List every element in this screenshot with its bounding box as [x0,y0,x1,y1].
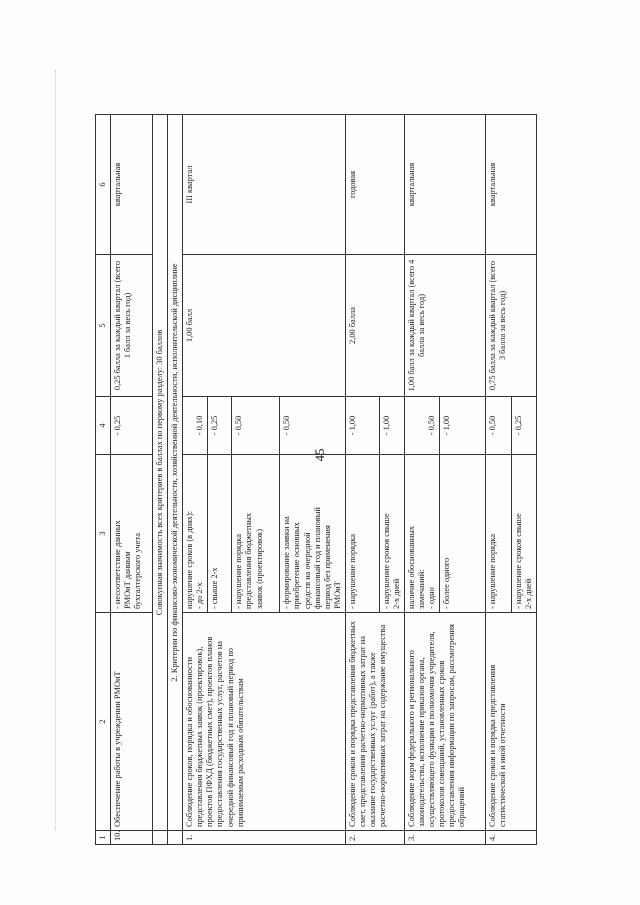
score-value: - 1,00 [345,397,379,455]
max-score: 1,00 балл за каждый квартал (всего 4 балла за весь год) [405,255,486,397]
header-cell: 4 [96,397,111,455]
score-value: - 0,50 [405,397,440,455]
criterion-text: Обеспечение работы в учреждении РМОиТ [111,613,153,831]
max-score: 0,25 балла за каждый квартал (всего 1 балл за весь год) [111,255,153,397]
reporting-period: квартальная [405,115,486,255]
violation-text: - нарушение сроков свыше 2-х дней [512,455,537,613]
table-row [405,115,440,845]
table-row [486,115,512,845]
violation-text: - несоответствие данных РМОиТ данным бухгалтерского учета [111,455,153,613]
table-header-row [96,115,111,845]
score-value: - 0,50 [280,397,345,455]
reporting-period: годовая [345,115,404,255]
criteria-table [95,114,537,845]
header-cell: 2 [96,613,111,831]
score-value: - 0,25 [208,397,232,455]
max-score: 2,00 балла [345,255,404,397]
page-number: 45 [312,448,327,462]
scan-artifact [55,70,57,830]
violation-text: - нарушение порядка [486,455,512,613]
score-value: - 0,50 [232,397,280,455]
table-row [111,115,153,845]
row-number: 10. [111,831,153,845]
section-heading-row [168,115,183,845]
score-value: - 1,00 [440,397,486,455]
row-number: 2. [345,831,404,845]
violation-text: нарушение сроков (в днях): - до 2-х [183,455,208,613]
violation-text: - формирование заявки на приобретение основных средств на очередной финансовый год и плановый период без применения РМОиТ [280,455,345,613]
header-cell: 3 [96,455,111,613]
violation-text: - свыше 2-х [208,455,232,613]
reporting-period: квартальная [111,115,153,255]
violation-text: - нарушение сроков свыше 2-х дней [379,455,404,613]
header-cell: 6 [96,115,111,255]
rotated-page [95,115,600,845]
criterion-text: Соблюдение сроков, порядка и обоснованности представления бюджетных заявок (проектировок), проектов ПФХД (бюджетных смет), проектов планов предоставления государственных услуг, расчетов на очередной финансовый год и плановый период по принимаемым расходным обязательствам [183,613,346,831]
score-value: - 1,00 [379,397,404,455]
criterion-text: Соблюдение сроков и порядка представления статистической и иной отчетности [486,613,537,831]
violation-text: - нарушение порядка [345,455,379,613]
header-cell: 1 [96,831,111,845]
table-row [345,115,379,845]
score-value: - 0,50 [486,397,512,455]
header-cell: 5 [96,255,111,397]
score-value: - 0,25 [111,397,153,455]
violation-text: - нарушение порядка представления бюджетных заявок (проектировок) [232,455,280,613]
row-number: 4. [486,831,537,845]
reporting-period: квартальная [486,115,537,255]
violation-text: - более одного [440,455,486,613]
row-number: 3. [405,831,486,845]
max-score: 1,00 балл [183,255,346,397]
score-value: - 0,25 [512,397,537,455]
row-number: 1. [183,831,346,845]
section-total: Совокупная значимость всех критериев в баллах по первому разделу: 30 баллов [153,115,168,831]
violation-text: наличие обоснованных замечаний: - одно [405,455,440,613]
score-value: - 0,10 [183,397,208,455]
criterion-text: Соблюдение норм федерального и регионального законодательства, исполнение приказов органа, осуществляющего функции и полномочия учредителя, протоколов совещаний, установленных сроков предоставления информации по запросам, рассмотрения обращений [405,613,486,831]
section-total-row [153,115,168,845]
section-heading: 2. Критерии по финансово-экономической деятельности, хозяйственной деятельности, исполнительской дисциплине [168,115,183,831]
criterion-text: Соблюдение сроков и порядка представления бюджетных смет, представления расчетно-нормативных затрат на оказание государственных услуг (работ), а также расчетно-нормативных затрат на содержание имущества [345,613,404,831]
reporting-period: III квартал [183,115,346,255]
max-score: 0,75 балла за каждый квартал (всего 3 балла за весь год) [486,255,537,397]
table-row [183,115,208,845]
